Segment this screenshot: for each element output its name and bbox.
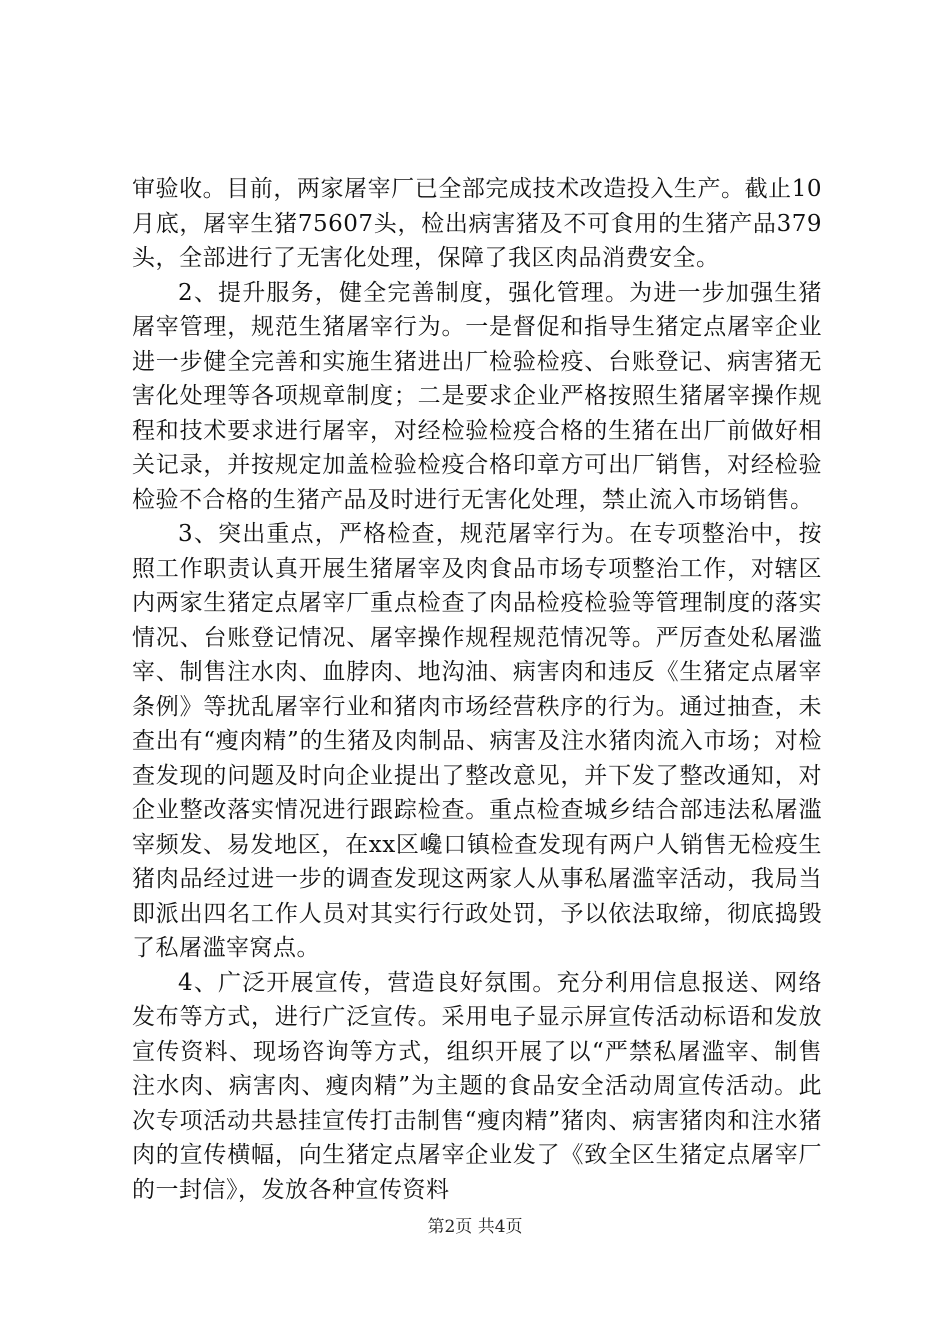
paragraph-continuation: 审验收。目前，两家屠宰厂已全部完成技术改造投入生产。截止10月底，屠宰生猪75607头，检出病害猪及不可食用的生猪产品379头，全部进行了无害化处理，保障了我区肉品消费安全。 xyxy=(132,176,822,271)
page-number: 第2页 共4页 xyxy=(427,1217,523,1237)
page-footer xyxy=(0,1216,950,1238)
paragraph-item-3: 3、突出重点，严格检查，规范屠宰行为。在专项整治中，按照工作职责认真开展生猪屠宰及肉食品市场专项整治工作，对辖区内两家生猪定点屠宰厂重点检查了肉品检疫检验等管理制度的落实情况、台账登记情况、屠宰操作规程规范情况等。严厉查处私屠滥宰、制售注水肉、血脖肉、地沟油、病害肉和违反《生猪定点屠宰条例》等扰乱屠宰行业和猪肉市场经营秩序的行为。通过抽查，未查出有“瘦肉精”的生猪及肉制品、病害及注水猪肉流入市场；对检查发现的问题及时向企业提出了整改意见，并下发了整改通知，对企业整改落实情况进行跟踪检查。重点检查城乡结合部违法私屠滥宰频发、易发地区，在xx区巉口镇检查发现有两户人销售无检疫生猪肉品经过进一步的调查发现这两家人从事私屠滥宰活动，我局当即派出四名工作人员对其实行行政处罚，予以依法取缔，彻底捣毁了私屠滥宰窝点。 xyxy=(132,521,822,961)
document-body xyxy=(132,172,822,1207)
paragraph-item-4: 4、广泛开展宣传，营造良好氛围。充分利用信息报送、网络发布等方式，进行广泛宣传。采用电子显示屏宣传活动标语和发放宣传资料、现场咨询等方式，组织开展了以“严禁私屠滥宰、制售注水肉、病害肉、瘦肉精”为主题的食品安全活动周宣传活动。此次专项活动共悬挂宣传打击制售“瘦肉精”猪肉、病害猪肉和注水猪肉的宣传横幅，向生猪定点屠宰企业发了《致全区生猪定点屠宰厂的一封信》，发放各种宣传资料 xyxy=(132,969,822,1203)
paragraph-item-2: 2、提升服务，健全完善制度，强化管理。为进一步加强生猪屠宰管理，规范生猪屠宰行为。一是督促和指导生猪定点屠宰企业进一步健全完善和实施生猪进出厂检验检疫、台账登记、病害猪无害化处理等各项规章制度；二是要求企业严格按照生猪屠宰操作规程和技术要求进行屠宰，对经检验检疫合格的生猪在出厂前做好相关记录，并按规定加盖检验检疫合格印章方可出厂销售，对经检验检验不合格的生猪产品及时进行无害化处理，禁止流入市场销售。 xyxy=(132,279,822,513)
